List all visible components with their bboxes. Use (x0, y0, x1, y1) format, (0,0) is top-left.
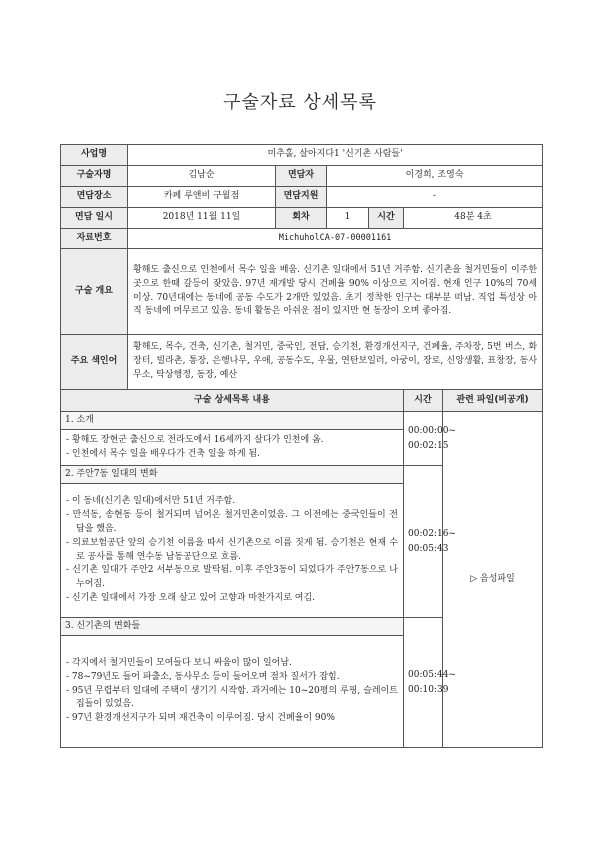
list-item: - 78~79년도 들어 파출소, 동사무소 등이 들어오며 점차 질서가 잡힘. (66, 671, 340, 682)
value-project: 미추홀, 살아지다1 '신기촌 사람들' (128, 145, 543, 166)
value-place: 카페 루앤비 구월점 (128, 187, 276, 208)
label-record-no: 자료번호 (61, 229, 128, 249)
section-time (404, 618, 456, 748)
label-detail-time: 시간 (404, 390, 443, 412)
label-support: 면담지원 (276, 187, 327, 208)
value-support: - (327, 187, 543, 208)
value-interviewer: 이경희, 조영숙 (327, 166, 543, 187)
value-session: 1 (327, 208, 369, 229)
value-time: 48분 4초 (404, 208, 543, 229)
section-time (404, 466, 456, 618)
section-time-text: 00:00:00~ 00:02:15 (408, 426, 456, 451)
value-summary: 황해도 출신으로 인천에서 목수 일을 배움. 신기촌 일대에서 51년 거주함. 신기촌을 철거민들이 이주한 곳으로 한때 갈등이 잦았음. 97년 재개발 당시 건폐율 90% 이상으로 지어짐. 현재 인구 10%의 70세 이상. 70년대에는 동네에 공동 수도가 2개만 있었음. 초기 정착한 인구는 대부분 떠남. 직업 특성상 아직 동네에 머무르고 있음. 동네 활동은 아쉬운 점이 있지만 현 동장이 오며 좋아짐. (128, 249, 543, 335)
document-title: 구술자료 상세목록 (223, 92, 377, 113)
label-place: 면담장소 (61, 187, 128, 208)
label-detail: 구술 상세목록 내용 (61, 390, 404, 412)
section-body (61, 636, 404, 748)
list-item: - 각지에서 철거민들이 모여들다 보니 싸움이 많이 일어남. (66, 657, 292, 668)
value-date: 2018년 11월 11일 (128, 208, 276, 229)
section-body (61, 484, 404, 618)
section-heading: 1. 소개 (61, 412, 404, 430)
label-date: 면담 일시 (61, 208, 128, 229)
value-narrator: 김남순 (128, 166, 276, 187)
detail-table (60, 144, 543, 748)
section-heading: 3. 신기촌의 변화들 (61, 618, 404, 636)
label-summary: 구술 개요 (61, 249, 128, 335)
section-time-text: 00:02:16~ 00:05:43 (408, 529, 456, 554)
value-keywords: 황해도, 목수, 건축, 신기촌, 철거민, 중국인, 전답, 승기천, 환경개선지구, 건폐율, 주차장, 5번 버스, 화장터, 빌라촌, 통장, 은행나무, 우애, 공동수도, 우물, 연탄보일러, 아궁이, 장로, 신앙생활, 표창장, 동사무소, 탁상행정, 동장, 예산 (128, 335, 543, 390)
label-session: 회차 (276, 208, 327, 229)
list-item: - 황해도 장현군 출신으로 전라도에서 16세까지 살다가 인천에 옴. (66, 434, 324, 445)
section-body (61, 430, 404, 466)
list-item: - 신기촌 일대에서 가장 오래 살고 있어 고향과 마찬가지로 여김. (66, 593, 316, 604)
related-file: ▷ 음성파일 (443, 412, 543, 748)
label-keywords: 주요 색인어 (61, 335, 128, 390)
label-related: 관련 파일(비공개) (443, 390, 543, 412)
label-project: 사업명 (61, 145, 128, 166)
section-heading: 2. 주안7동 일대의 변화 (61, 466, 404, 484)
list-item: - 의료보험공단 앞의 승기천 이름을 따서 신기촌으로 이름 짓게 됨. 승기천은 현재 수로 공사를 통해 연수동 남동공단으로 흐름. (66, 537, 398, 562)
list-item: - 이 동네(신기촌 일대)에서만 51년 거주함. (66, 495, 236, 506)
list-item: - 만석동, 송현동 등이 철거되며 넘어온 철거민촌이었음. 그 이전에는 중국인들이 전답을 했음. (66, 509, 398, 534)
list-item: - 95년 무렵부터 일대에 주택이 생기기 시작함. 과거에는 10~20평의 루핑, 슬레이트 집들이 있었음. (66, 685, 398, 710)
label-interviewer: 면담자 (276, 166, 327, 187)
list-item: - 97년 환경개선지구가 되며 재건축이 이루어짐. 당시 건폐율이 90% (66, 713, 335, 724)
label-time: 시간 (369, 208, 404, 229)
section-time-text: 00:05:44~ 00:10:39 (408, 670, 456, 695)
list-item: - 인천에서 목수 일을 배우다가 건축 일을 하게 됨. (66, 448, 260, 459)
section-time (404, 412, 456, 466)
list-item: - 신기촌 일대가 주안2 서부동으로 발탁됨. 이후 주안3동이 되었다가 주안7동으로 나누어짐. (66, 565, 398, 590)
value-record-no: MichuholCA-07-00001161 (128, 229, 543, 249)
label-narrator: 구술자명 (61, 166, 128, 187)
